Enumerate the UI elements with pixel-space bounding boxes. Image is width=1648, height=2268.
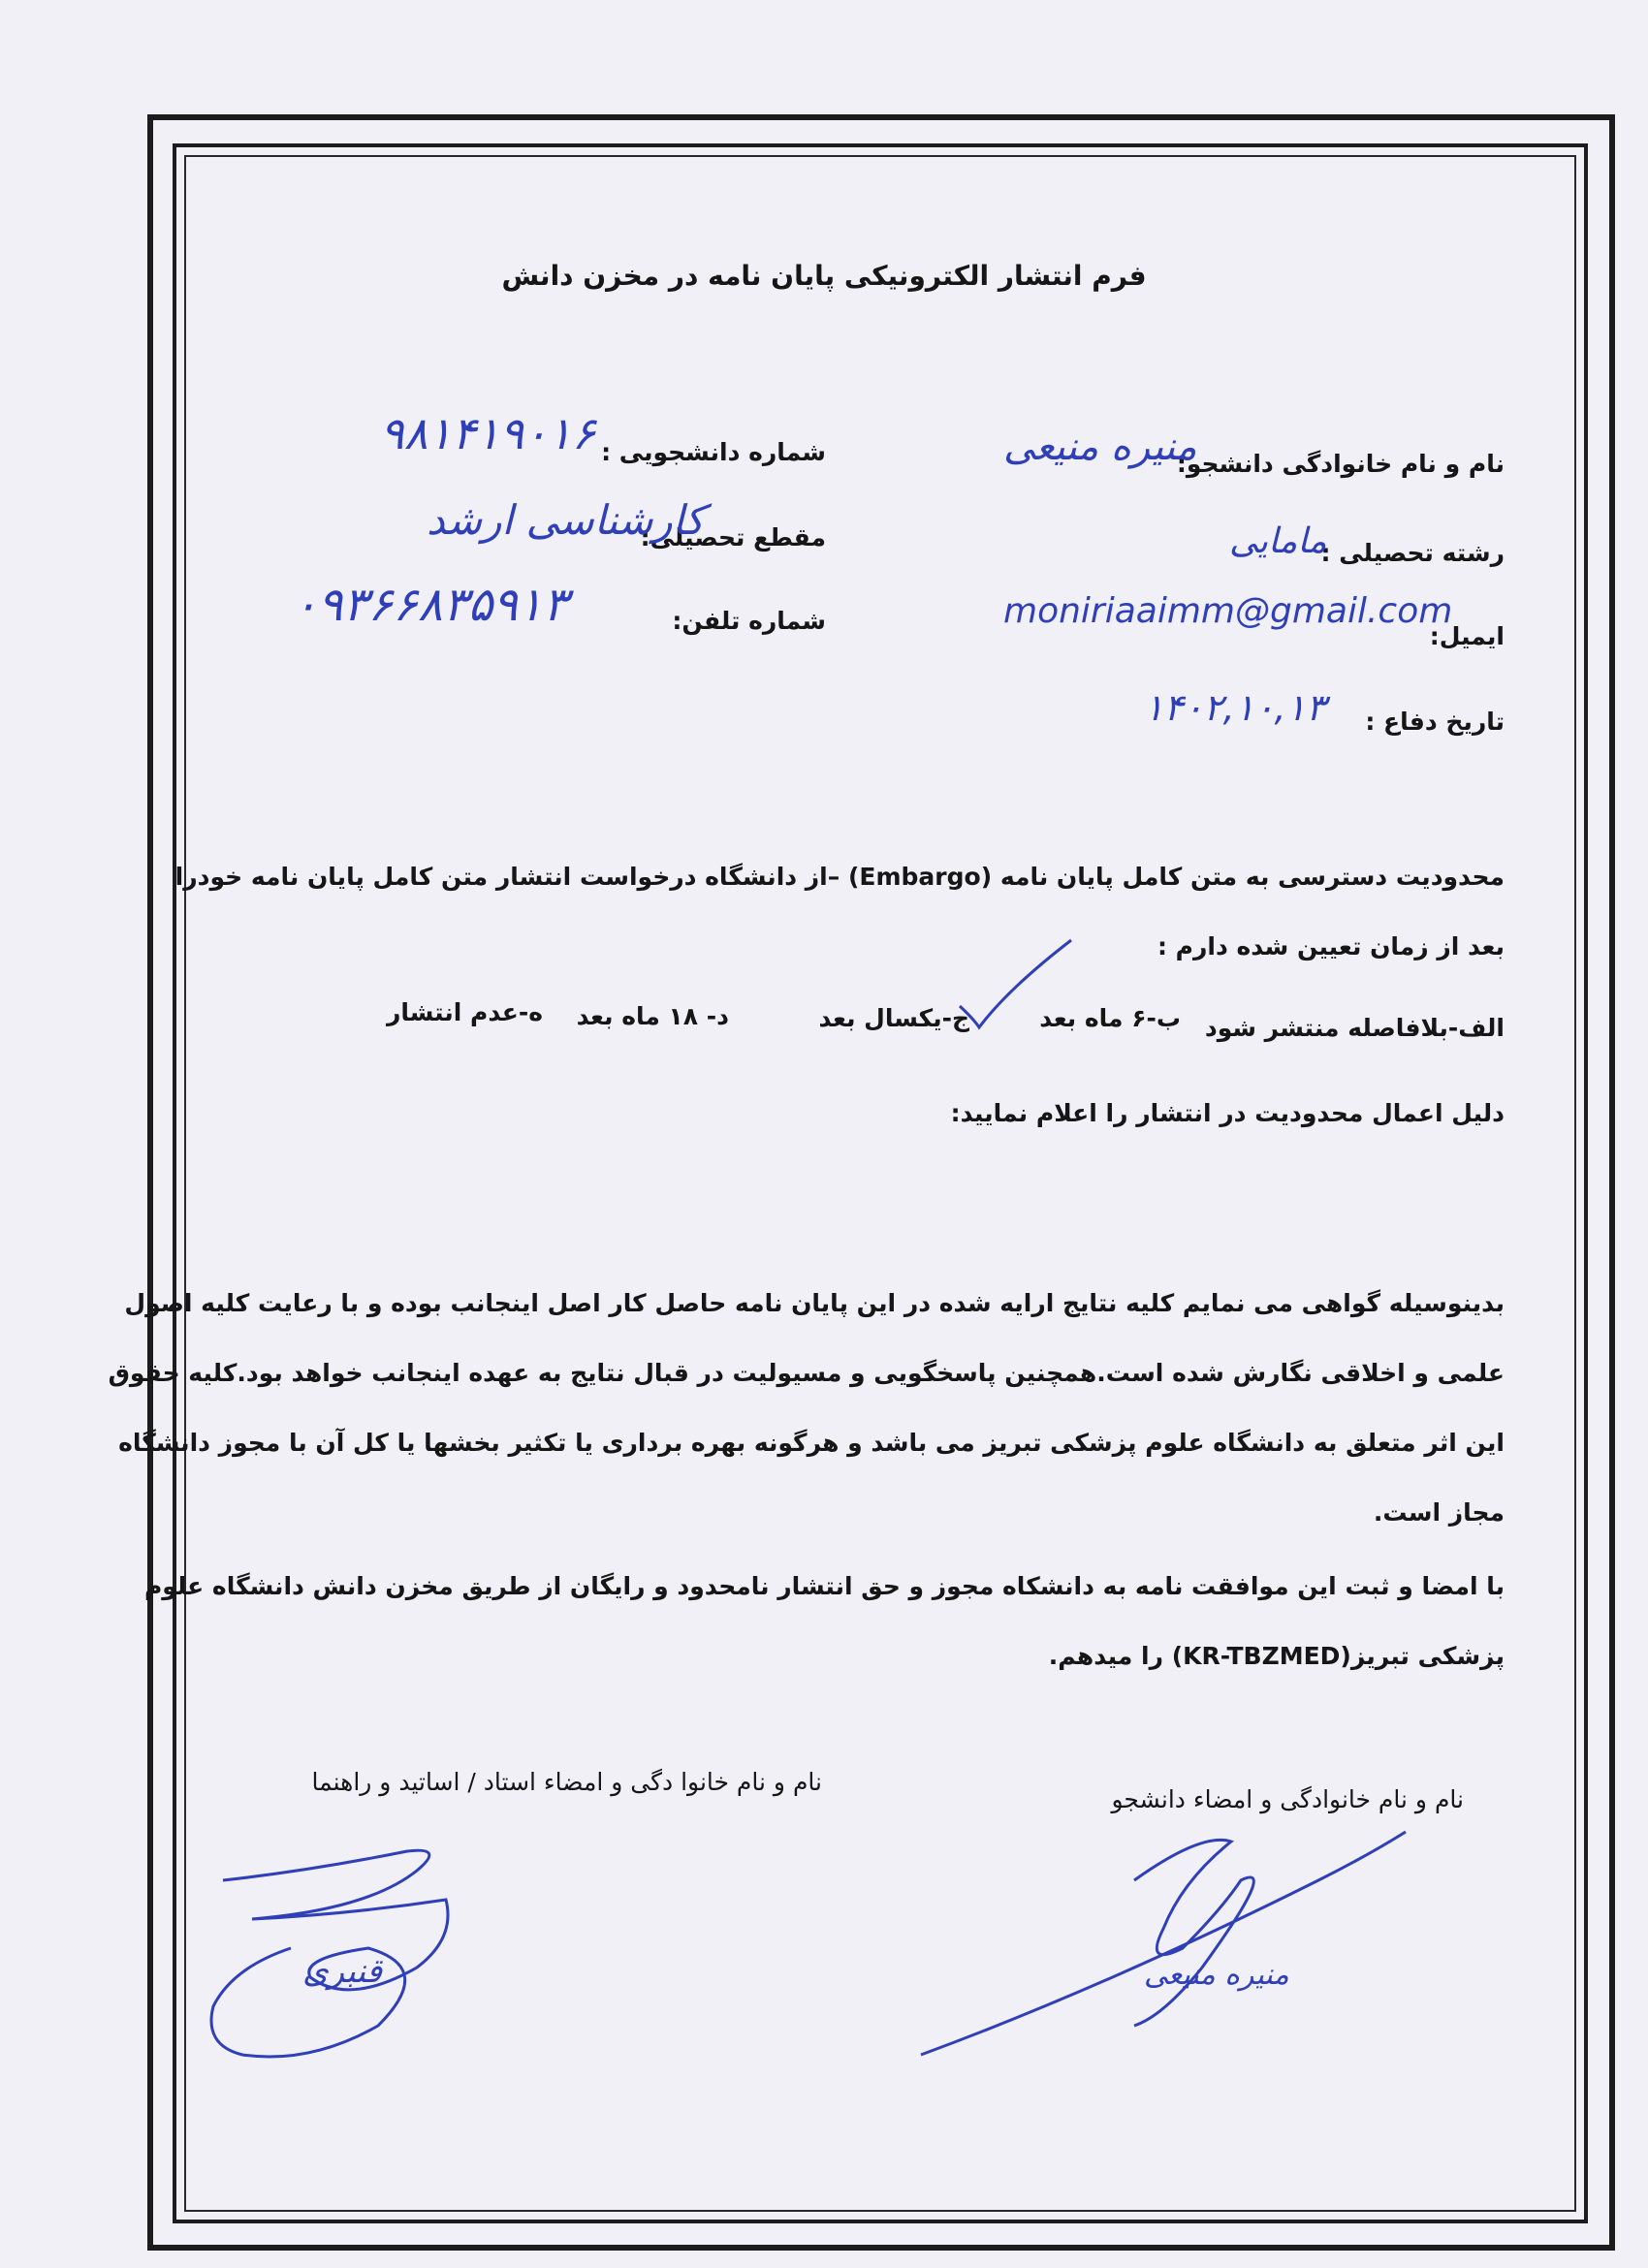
major-value: مامایی [1229,521,1327,561]
embargo-option-b: ب-۶ ماه بعد [1039,1004,1181,1032]
student-name-value: منیره منیعی [1003,425,1197,469]
embargo-option-c: ج-یکسال بعد [818,1004,969,1032]
phone-label: شماره تلفن: [672,607,826,635]
student-signature-text: منیره منیعی [1144,1958,1289,1992]
defense-date-value: ۱۴۰۲,۱۰,۱۳ [1144,686,1326,729]
form-title: فرم انتشار الکترونیکی پایان نامه در مخزن دانش [501,260,1147,292]
student-id-value: ۹۸۱۴۱۹۰۱۶ [380,407,596,459]
student-signature-label: نام و نام خانوادگی و امضاء دانشجو [1111,1785,1464,1813]
declaration-line-1: بدینوسیله گواهی می نمایم کلیه نتایج ارایه شده در این پایان نامه حاصل کار اصل اینجانب بوده و با رعایت کلیه اصول [124,1289,1505,1317]
phone-value: ۰۹۳۶۶۸۳۵۹۱۳ [293,578,568,632]
advisor-signature-text: قنبری [302,1952,383,1991]
embargo-option-a: الف-بلافاصله منتشر شود [1204,1014,1505,1042]
student-name-label: نام و نام خانوادگی دانشجو: [1176,450,1505,478]
email-value: moniriaaimm@gmail.com [1003,591,1453,631]
embargo-line-2: بعد از زمان تعیین شده دارم : [1157,932,1505,961]
declaration-line-3: این اثر متعلق به دانشگاه علوم پزشکی تبریز می باشد و هرگونه بهره برداری یا تکثیر بخشها یا کل آن با مجوز دانشگاه [118,1429,1505,1457]
consent-line-2: پزشکی تبریز(KR-TBZMED) را میدهم. [1048,1642,1505,1670]
degree-label: مقطع تحصیلی: [640,523,826,551]
declaration-line-4: مجاز است. [1373,1498,1505,1527]
student-id-label: شماره دانشجویی : [601,438,826,466]
defense-date-label: تاریخ دفاع : [1365,708,1505,736]
consent-line-1: با امضا و ثبت این موافقت نامه به دانشکاه مجوز و حق انتشار نامحدود و رایگان از طریق مخزن دانش دانشگاه علوم [143,1572,1505,1600]
embargo-option-e: ه-عدم انتشار [386,998,543,1026]
major-label: رشته تحصیلی : [1320,539,1505,567]
embargo-line-1: محدودیت دسترسی به متن کامل پایان نامه (Embargo) –از دانشگاه درخواست انتشار متن کامل پایان نامه خودرا [174,863,1505,891]
embargo-option-d: د- ۱۸ ماه بعد [576,1002,729,1030]
checkmark-icon [950,930,1086,1037]
email-label: ایمیل: [1429,622,1505,650]
advisor-signature-label: نام و نام خانوا دگی و امضاء استاد / اساتید و راهنما [311,1768,822,1796]
embargo-reason-label: دلیل اعمال محدودیت در انتشار را اعلام نمایید: [950,1099,1505,1127]
declaration-line-2: علمی و اخلاقی نگارش شده است.همچنین پاسخگویی و مسیولیت در قبال نتایج به عهده اینجانب خواهد بود.کلیه حقوق [108,1359,1505,1387]
degree-value: کارشناسی ارشد [427,496,705,544]
